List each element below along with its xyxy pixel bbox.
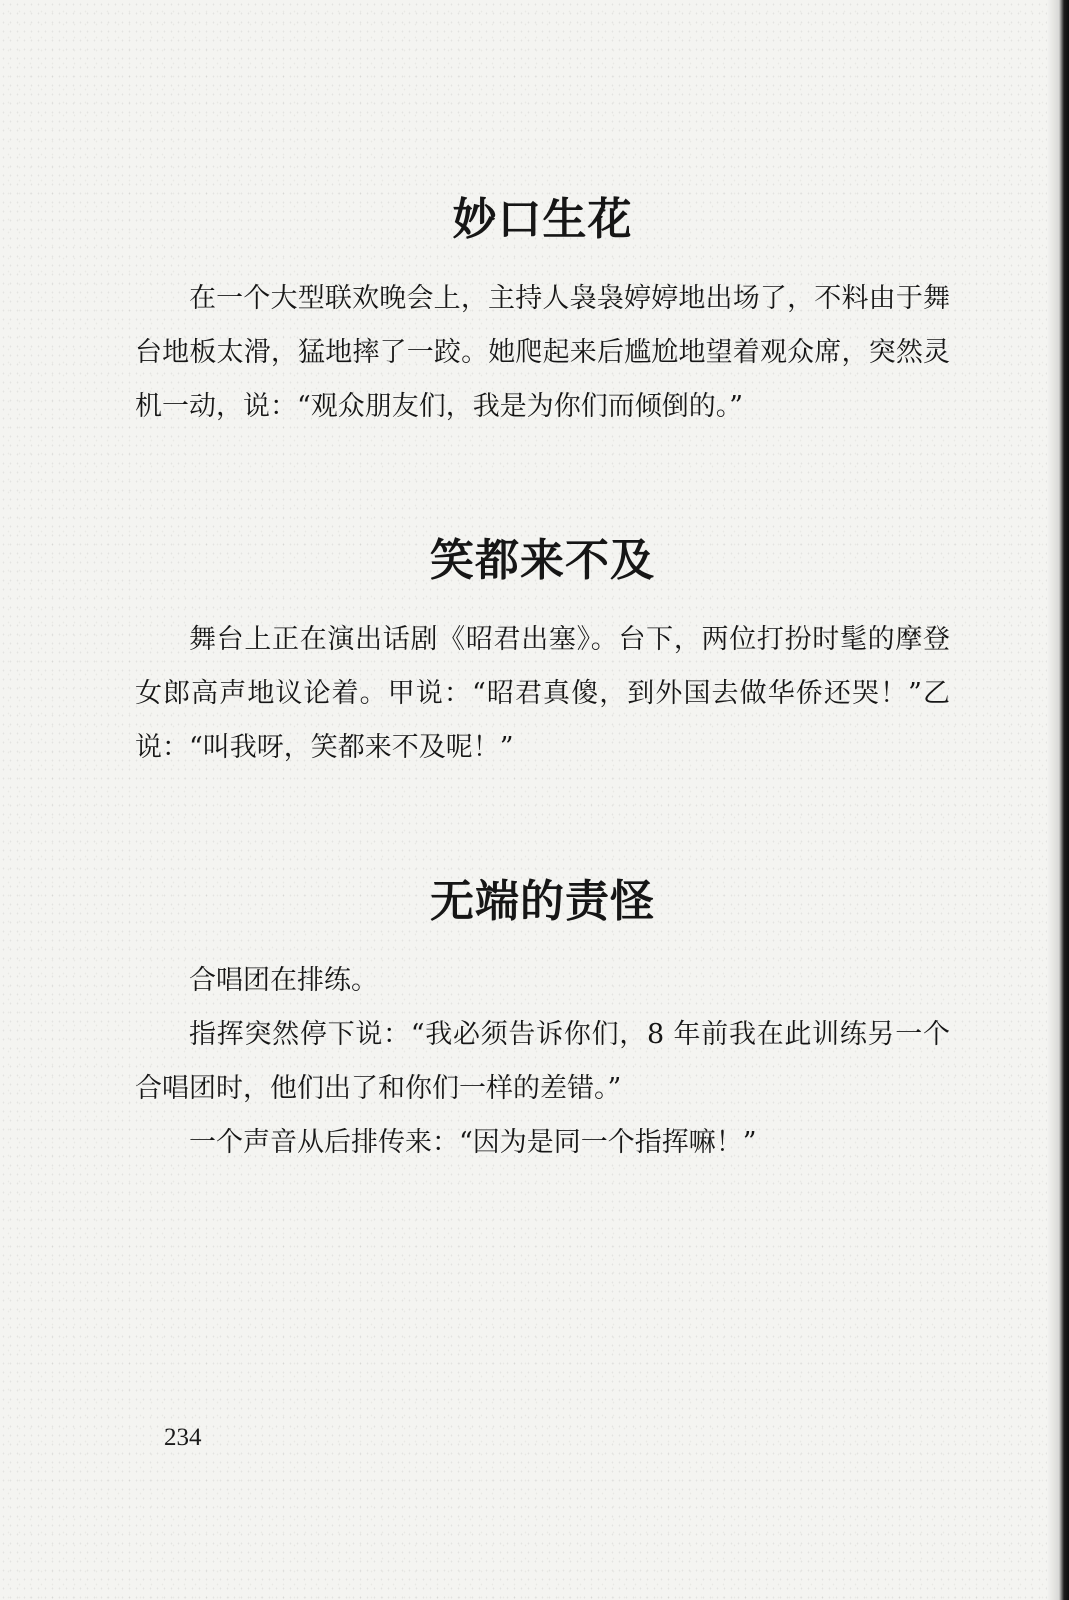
page-edge-shadow xyxy=(1047,0,1069,1600)
story-3 xyxy=(135,878,950,1170)
story-paragraph: 一个声音从后排传来：“因为是同一个指挥嘛！” xyxy=(189,1127,757,1159)
story-title: 无端的责怪 xyxy=(430,876,655,927)
story-title: 笑都来不及 xyxy=(430,535,655,586)
story-paragraph: 指挥突然停下说：“我必须告诉你们，8 年前我在此训练另一个合唱团时，他们出了和你们一样的差错。” xyxy=(135,1019,950,1105)
story-title: 妙口生花 xyxy=(452,194,633,245)
story-paragraph: 舞台上正在演出话剧《昭君出塞》。台下，两位打扮时髦的摩登女郎高声地议论着。甲说：“昭君真傻，到外国去做华侨还哭！”乙说：“叫我呀，笑都来不及呢！” xyxy=(135,624,950,764)
story-1 xyxy=(135,196,950,434)
story-2 xyxy=(135,537,950,775)
story-paragraph: 合唱团在排练。 xyxy=(189,965,378,997)
story-paragraph: 在一个大型联欢晚会上，主持人袅袅婷婷地出场了，不料由于舞台地板太滑，猛地摔了一跤。她爬起来后尴尬地望着观众席，突然灵机一动，说：“观众朋友们，我是为你们而倾倒的。” xyxy=(135,283,950,423)
page-number: 234 xyxy=(164,1424,202,1451)
